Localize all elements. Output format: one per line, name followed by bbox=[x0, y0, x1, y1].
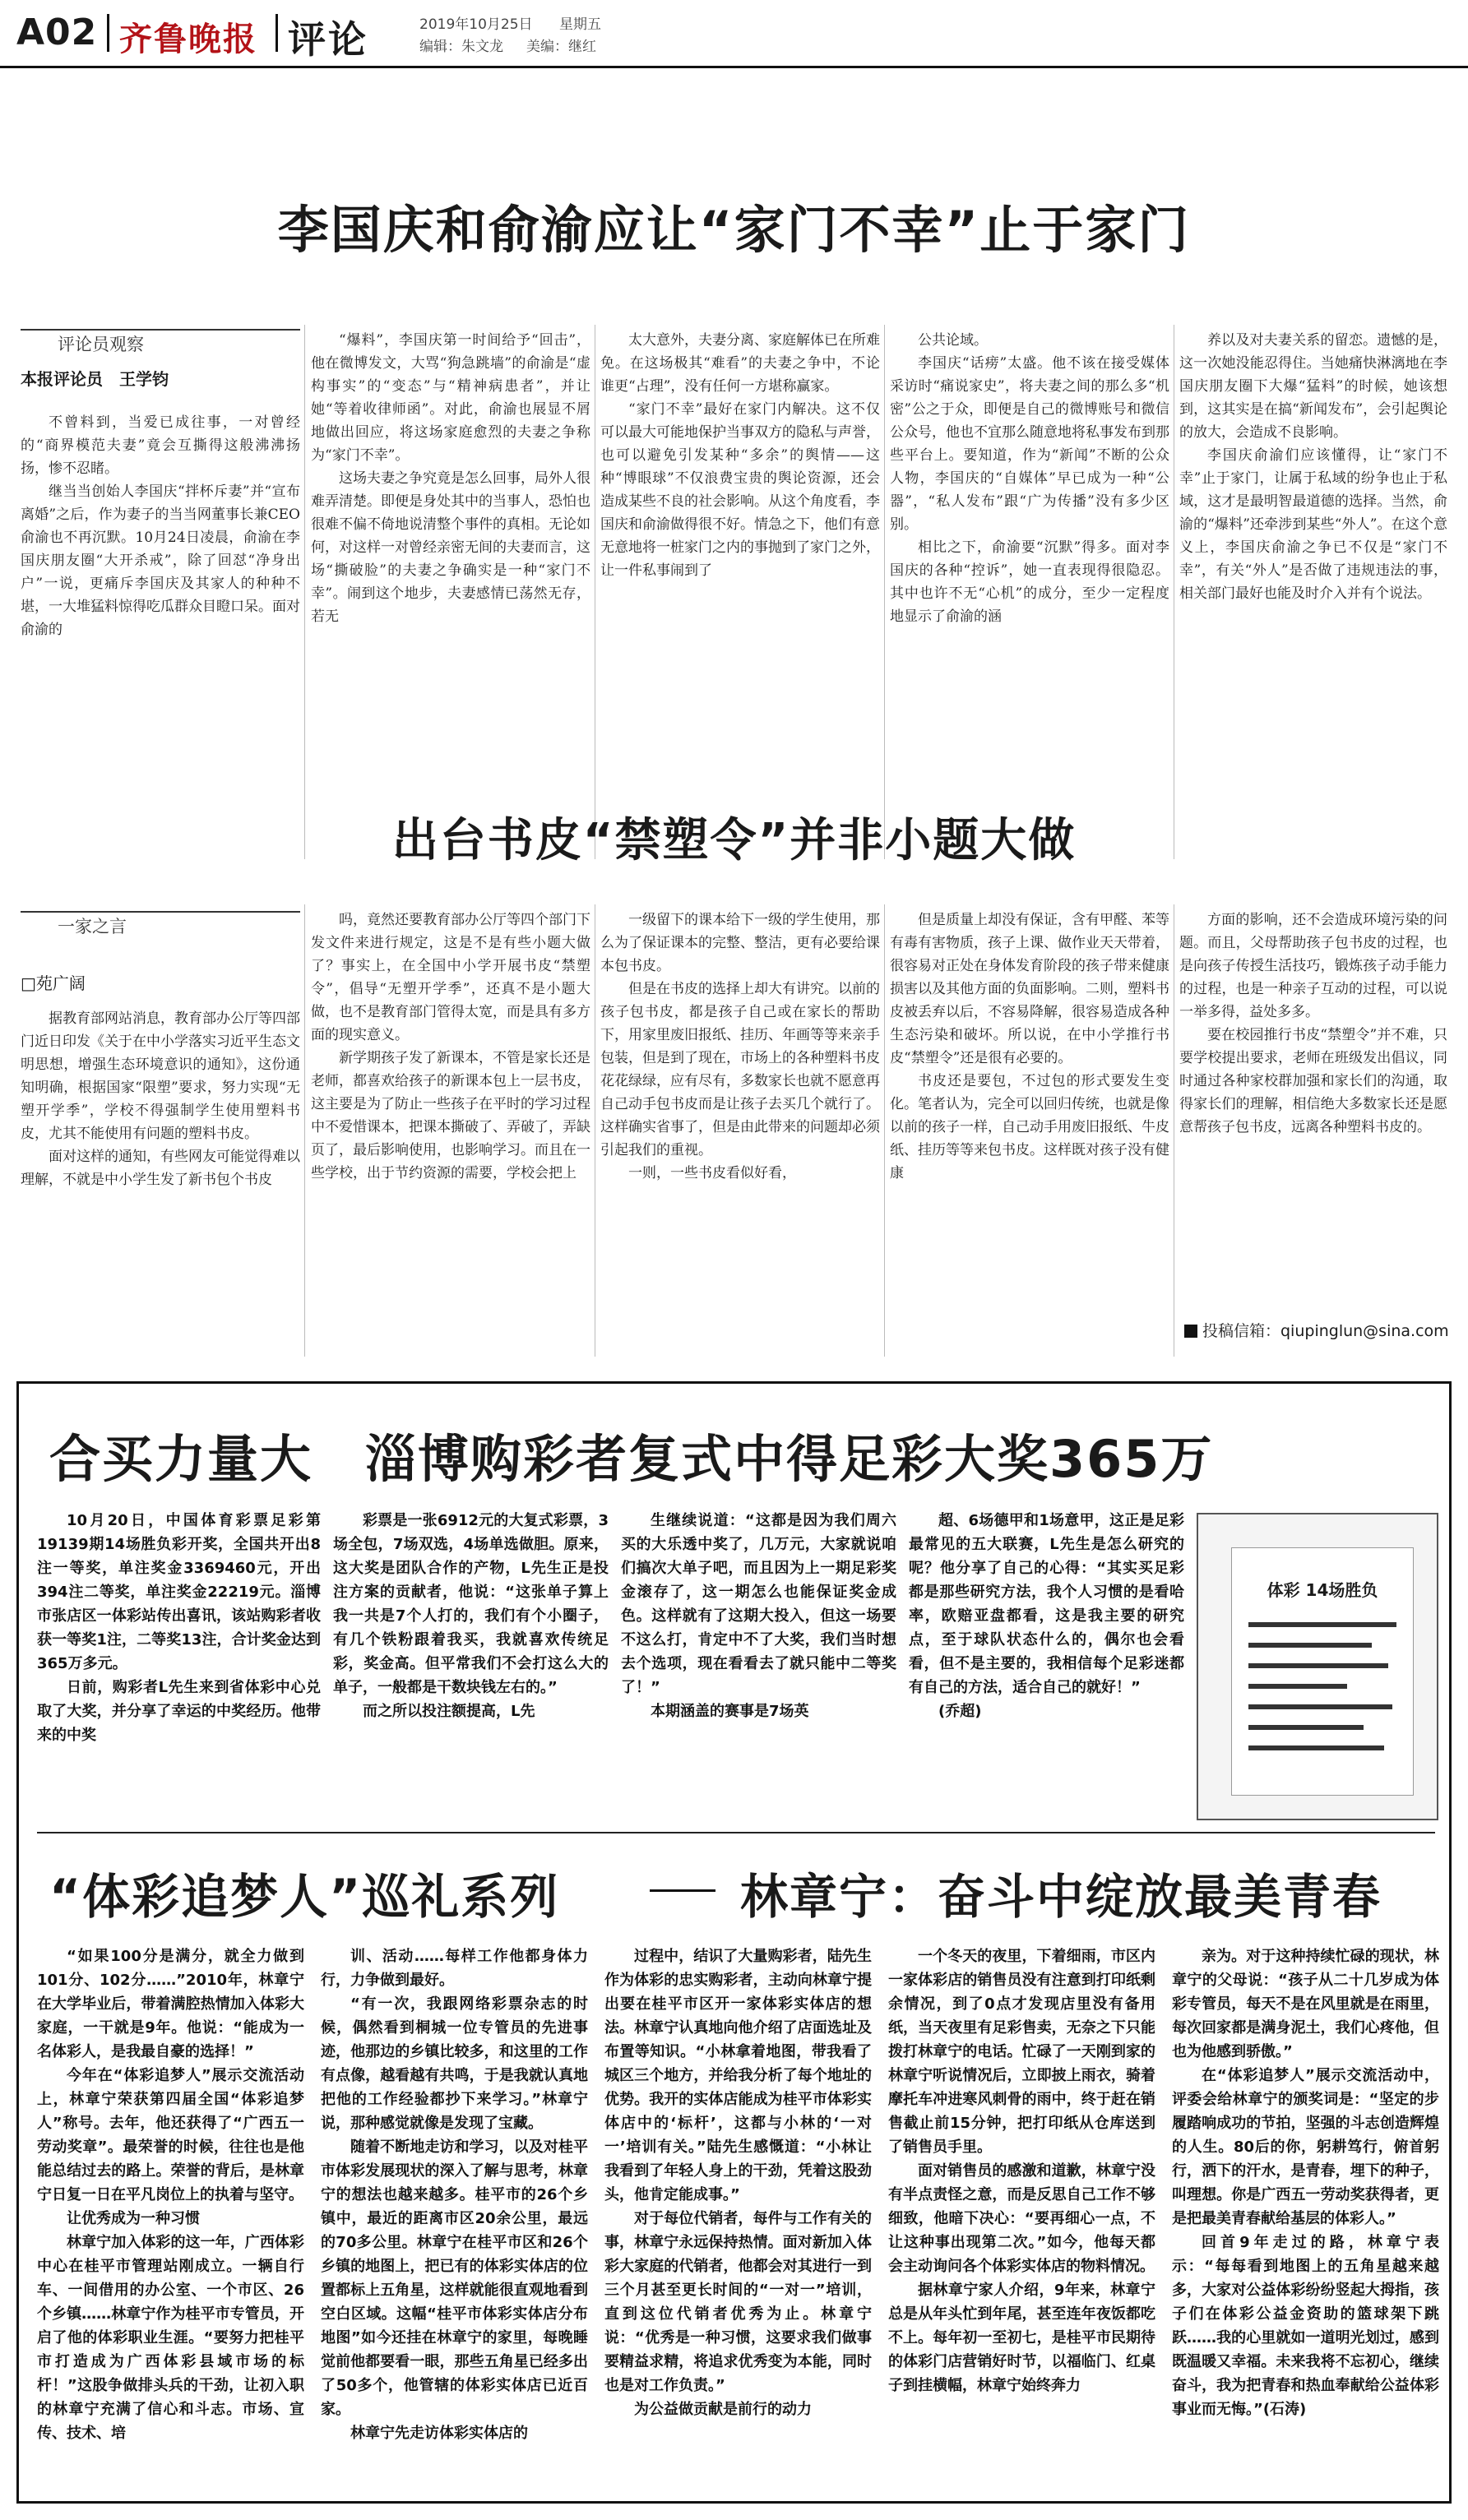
paragraph: 亲为。对于这种持续忙碌的现状，林章宁的父母说：“孩子从二十几岁成为体彩专管员，每天不是在风里就是在雨里，每次回家都是满身泥土，我们心疼他，但也为他感到骄傲。” bbox=[1172, 1948, 1439, 2060]
paragraph: 新学期孩子发了新课本，不管是家长还是老师，都喜欢给孩子的新课本包上一层书皮，这主要是为了防止一些孩子在平时的学习过程中不爱惜课本，把课本撕破了、弄破了，弄缺页了，最后影响使用，也影响学习。而且在一些学校，出于节约资源的需要，学校会把上 bbox=[311, 1050, 590, 1181]
paragraph: 过程中，结识了大量购彩者，陆先生作为体彩的忠实购彩者，主动向林章宁提出要在桂平市区开一家体彩实体店的想法。林章宁认真地向他介绍了店面选址及布置等知识。“小林拿着地图，带我看了城区三个地方，并给我分析了每个地址的优势。我开的实体店能成为桂平市体彩实体店中的‘标杆’，这都与小林的‘一对一’培训有关。”陆先生感慨道：“小林让我看到了年轻人身上的干劲，凭着这股劲头，他肯定能成事。” bbox=[604, 1948, 872, 2203]
paragraph: 彩票是一张6912元的大复式彩票，3场全包，7场双选，4场单选做胆。原来，这大奖是团队合作的产物，L先生正是投注方案的贡献者，他说：“这张单子算上我一共是7个人打的，我们有个小圈子，有几个铁粉跟着我买，我就喜欢传统足彩，奖金高。但平常我们不会打这么大的单子，一般都是干数块钱左右的。” bbox=[333, 1512, 609, 1696]
paragraph: 为公益做贡献是前行的动力 bbox=[634, 2401, 812, 2418]
ad2-column bbox=[888, 1944, 1155, 2491]
ticket-line bbox=[1248, 1663, 1388, 1668]
article2-headline: 出台书皮“禁塑令”并非小题大做 bbox=[391, 814, 1077, 867]
paragraph: 面对销售员的感激和道歉，林章宁没有半点责怪之意，而是反思自己工作不够细致，他暗下决心：“要再细心一点，不让这种事出现第二次。”如今，他每天都会主动询问各个体彩实体店的物料情况。 bbox=[888, 2162, 1155, 2275]
article2-column bbox=[890, 909, 1169, 1357]
ad2-headline-right: 林章宁：奋斗中绽放最美青春 bbox=[740, 1869, 1382, 1925]
column-divider bbox=[304, 904, 305, 1357]
ad2-headline-left: “体彩追梦人”巡礼系列 bbox=[49, 1869, 560, 1925]
paragraph: 林章宁先走访体彩实体店的 bbox=[350, 2425, 528, 2442]
paragraph: “家门不幸”最好在家门内解决。这不仅可以最大可能地保护当事双方的隐私与声誉，也可以避免引发某种“多余”的舆情——这种“博眼球”不仅浪费宝贵的舆论资源，还会造成某些不良的社会影响。从这个角度看，李国庆和俞渝做得很不好。情急之下，他们有意无意地将一桩家门之内的事抛到了家门之外，让一件私事闹到了 bbox=[600, 401, 880, 579]
ad1-column bbox=[333, 1509, 609, 1821]
newspaper-name: 齐鲁晚报 bbox=[119, 20, 257, 58]
paragraph: 随着不断地走访和学习，以及对桂平市体彩发展现状的深入了解与思考，林章宁的想法也越来越多。桂平市的26个乡镇中，最近的距离市区20余公里，最远的70多公里。林章宁在桂平市区和26个乡镇的地图上，把已有的体彩实体店的位置都标上五角星，这样就能很直观地看到空白区域。这幅“桂平市体彩实体店分布地图”如今还挂在林章宁的家里，每晚睡觉前他都要看一眼，那些五角星已经多出了50多个，他管辖的体彩实体店已近百家。 bbox=[321, 2139, 588, 2418]
headline-dash bbox=[650, 1889, 715, 1892]
paragraph: 太大意外，夫妻分离、家庭解体已在所难免。在这场极其“难看”的夫妻之争中，不论谁更“占理”，没有任何一方堪称赢家。 bbox=[600, 332, 880, 395]
kicker-rule bbox=[21, 329, 300, 331]
ticket-line bbox=[1248, 1622, 1396, 1627]
paragraph: 对于每位代销者，每件与工作有关的事，林章宁永远保持热情。面对新加入体彩大家庭的代销者，他都会对其进行一到三个月甚至更长时间的“一对一”培训，直到这位代销者优秀为止。林章宁说：“优秀是一种习惯，这要求我们做事要精益求精，将追求优秀变为本能，同时也是对工作负责。” bbox=[604, 2210, 872, 2394]
ticket-line bbox=[1248, 1725, 1364, 1730]
paragraph: 一个冬天的夜里，下着细雨，市区内一家体彩店的销售员没有注意到打印纸剩余情况，到了0点才发现店里没有备用纸，当天夜里有足彩售卖，无奈之下只能拨打林章宁的电话。忙碌了一天刚到家的林章宁听说情况后，立即披上雨衣，骑着摩托车冲进寒风刺骨的雨中，终于赶在销售截止前15分钟，把打印纸从仓库送到了销售员手里。 bbox=[888, 1948, 1155, 2156]
ticket-line bbox=[1248, 1643, 1372, 1648]
ticket-paper bbox=[1231, 1547, 1414, 1796]
paragraph: 让优秀成为一种习惯 bbox=[67, 2210, 200, 2227]
page-number: A02 bbox=[16, 12, 98, 53]
ad1-column bbox=[909, 1509, 1184, 1821]
paragraph: “爆料”，李国庆第一时间给予“回击”，他在微博发文，大骂“狗急跳墙”的俞渝是“虚构事实”的“变态”与“精神病患者”，并让她“等着收律师函”。对此，俞渝也展显不屑地做出回应，将这场家庭愈烈的夫妻之争称为“家门不幸”。 bbox=[311, 332, 590, 464]
ad2-column bbox=[37, 1944, 304, 2491]
column-divider bbox=[884, 325, 885, 859]
lottery-ticket-photo bbox=[1197, 1513, 1438, 1820]
ad-separator bbox=[37, 1832, 1435, 1833]
column-divider bbox=[884, 904, 885, 1357]
paragraph: 吗，竟然还要教育部办公厅等四个部门下发文件来进行规定，这是不是有些小题大做了？事实上，在全国中小学开展书皮“禁塑令”，倡导“无塑开学季”，还真不是小题大做，也不是教育部门管得太宽，而是具有多方面的现实意义。 bbox=[311, 912, 590, 1043]
paragraph: 林章宁加入体彩的这一年，广西体彩中心在桂平市管理站刚成立。一辆自行车、一间借用的办公室、一个市区、26个乡镇……林章宁作为桂平市专管员，开启了他的体彩职业生涯。“要努力把桂平市打造成为广西体彩县域市场的标杆！”这股争做排头兵的干劲，让初入职的林章宁充满了信心和斗志。市场、宣传、技术、培 bbox=[37, 2234, 304, 2442]
issue-date: 2019年10月25日 bbox=[419, 16, 533, 33]
paragraph: “有一次，我跟网络彩票杂志的时候，偶然看到桐城一位专管员的先进事迹，他那边的乡镇比较多，和这里的工作有点像，越看越有共鸣，于是我就认真地把他的工作经验都抄下来学习。”林章宁说，那种感觉就像是发现了宝藏。 bbox=[321, 1995, 588, 2132]
article1-column bbox=[1179, 329, 1447, 859]
article1-column bbox=[311, 329, 590, 859]
article2-byline: □苑广阔 bbox=[21, 973, 86, 993]
paragraph: 方面的影响，还不会造成环境污染的问题。而且，父母帮助孩子包书皮的过程，也是向孩子传授生活技巧，锻炼孩子动手能力的过程，也是一种亲子互动的过程，可以说一举多得，益处多多。 bbox=[1179, 912, 1447, 1020]
article1-column bbox=[890, 329, 1169, 859]
email-text: 投稿信箱：qiupinglun@sina.com bbox=[1202, 1322, 1449, 1340]
paragraph: 继当当创始人李国庆“拌杯斥妻”并“宣布离婚”之后，作为妻子的当当网董事长兼CEO俞渝也不再沉默。10月24日凌晨，俞渝在李国庆朋友圈“大开杀戒”，除了回怼“净身出户”一说，更痛斥李国庆及其家人的种种不堪，一大堆猛料惊得吃瓜群众目瞪口呆。面对俞渝的 bbox=[21, 483, 300, 638]
paragraph: 日前，购彩者L先生来到省体彩中心兑取了大奖，并分享了幸运的中奖经历。他带来的中奖 bbox=[37, 1679, 321, 1744]
paragraph: 生继续说道：“这都是因为我们周六买的大乐透中奖了，几万元，大家就说咱们搞次大单子吧，而且因为上一期足彩奖金滚存了，这一期怎么也能保证奖金成色。这样就有了这期大投入，但这一场要不这么打，肯定中不了大奖，我们当时想去个选项，现在看看去了就只能中二等奖了！” bbox=[621, 1512, 896, 1696]
paragraph: 一级留下的课本给下一级的学生使用，那么为了保证课本的完整、整洁，更有必要给课本包书皮。 bbox=[600, 912, 880, 974]
ad1-column bbox=[621, 1509, 896, 1821]
issue-weekday: 星期五 bbox=[559, 16, 601, 33]
paragraph: 回首9年走过的路，林章宁表示：“每每看到地图上的五角星越来越多，大家对公益体彩纷纷竖起大拇指，孩子们在体彩公益金资助的篮球架下跳跃……我的心里就如一道明光划过，感到既温暖又幸福。未来我将不忘初心，继续奋斗，我为把青春和热血奉献给公益体彩事业而无悔。”(石涛) bbox=[1172, 2234, 1439, 2418]
paragraph: 在“体彩追梦人”展示交流活动中，评委会给林章宁的颁奖词是：“坚定的步履踏响成功的节拍，坚强的斗志创造辉煌的人生。80后的你，躬耕笃行，俯首躬行，洒下的汗水，是青春，埋下的种子，叫理想。你是广西五一劳动奖获得者，更是把最美青春献给基层的体彩人。” bbox=[1172, 2067, 1439, 2227]
editor-credit: 编辑：朱文龙 bbox=[419, 39, 503, 55]
ad2-column bbox=[1172, 1944, 1439, 2491]
paragraph: 但是质量上却没有保证，含有甲醛、苯等有毒有害物质，孩子上课、做作业天天带着，很容易对正处在身体发育阶段的孩子带来健康损害以及其他方面的负面影响。二则，塑料书皮被丢弃以后，不容易降解，很容易造成各种生态污染和破坏。所以说，在中小学推行书皮“禁塑令”还是很有必要的。 bbox=[890, 912, 1169, 1066]
paragraph: 要在校园推行书皮“禁塑令”并不难，只要学校提出要求，老师在班级发出倡议，同时通过各种家校群加强和家长们的沟通，取得家长们的理解，相信绝大多数家长还是愿意帮孩子包书皮，远离各种塑料书皮的。 bbox=[1179, 1027, 1447, 1135]
ticket-line bbox=[1248, 1684, 1347, 1689]
article2-column bbox=[1179, 909, 1447, 1307]
paragraph: 一则，一些书皮看似好看， bbox=[628, 1165, 796, 1181]
ticket-line bbox=[1248, 1746, 1384, 1750]
ad1-column bbox=[37, 1509, 321, 1821]
paragraph: 超、6场德甲和1场意甲，这正是足彩最常见的五大联赛，L先生是怎么研究的呢？他分享了自己的心得：“其实买足彩都是那些研究方法，我个人习惯的是看哈率，欧赔亚盘都看，这是我主要的研究点，至于球队状态什么的，偶尔也会看看，但不是主要的，我相信每个足彩迷都有自己的方法，适合自己的就好！” bbox=[909, 1512, 1184, 1696]
paragraph: 相比之下，俞渝要“沉默”得多。面对李国庆的各种“控诉”，她一直表现得很隐忍。其中也许不无“心机”的成分，至少一定程度地显示了俞渝的涵 bbox=[890, 539, 1169, 625]
paragraph: (乔超) bbox=[938, 1703, 982, 1720]
paragraph: 而之所以投注额提高，L先 bbox=[363, 1703, 535, 1720]
article2-column bbox=[21, 1007, 300, 1357]
paragraph: 今年在“体彩追梦人”展示交流活动上，林章宁荣获第四届全国“体彩追梦人”称号。去年，他还获得了“广西五一劳动奖章”。最荣誉的时候，往往也是他能总结过去的路上。荣誉的背后，是林章宁日复一日在平凡岗位上的执着与坚守。 bbox=[37, 2067, 304, 2203]
header-divider bbox=[276, 14, 278, 52]
ad2-column bbox=[321, 1944, 588, 2491]
paragraph: 但是在书皮的选择上却大有讲究。以前的孩子包书皮，都是孩子自己或在家长的帮助下，用家里废旧报纸、挂历、年画等等来亲手包装，但是到了现在，市场上的各种塑料书皮花花绿绿，应有尽有，多数家长也就不愿意再自己动手包书皮而是让孩子去买几个就行了。这样确实省事了，但是由此带来的问题却必须引起我们的重视。 bbox=[600, 981, 880, 1158]
article1-column bbox=[21, 411, 300, 859]
paragraph: 面对这样的通知，有些网友可能觉得难以理解，不就是中小学生发了新书包个书皮 bbox=[21, 1149, 300, 1188]
article1-byline: 本报评论员 王学钧 bbox=[21, 369, 169, 389]
ad1-headline: 合买力量大 淄博购彩者复式中得足彩大奖365万 bbox=[49, 1429, 1214, 1489]
designer-credit: 美编：继红 bbox=[526, 39, 596, 55]
column-divider bbox=[304, 325, 305, 859]
paragraph: 书皮还是要包，不过包的形式要发生变化。笔者认为，完全可以回归传统，也就是像以前的孩子一样，自己动手用废旧报纸、牛皮纸、挂历等等来包书皮。这样既对孩子没有健康 bbox=[890, 1073, 1169, 1181]
header-divider bbox=[107, 14, 109, 52]
paragraph: 据林章宁家人介绍，9年来，林章宁总是从年头忙到年尾，甚至连年夜饭都吃不上。每年初一至初七，是桂平市民期待的体彩门店营销好时节，以福临门、红桌子到挂横幅，林章宁始终奔力 bbox=[888, 2282, 1155, 2394]
article2-column bbox=[311, 909, 590, 1357]
ticket-caption: 体彩 14场胜负 bbox=[1267, 1580, 1378, 1600]
article1-kicker: 评论员观察 bbox=[58, 335, 144, 354]
paragraph: 李国庆俞渝们应该懂得，让“家门不幸”止于家门，让属于私域的纷争也止于私域，这才是最明智最道德的选择。当然，俞渝的“爆料”还牵涉到某些“外人”。在这个意义上，李国庆俞渝之争已不仅是“家门不幸”，有关“外人”是否做了违规违法的事，相关部门最好也能及时介入并有个说法。 bbox=[1179, 447, 1447, 602]
ticket-line bbox=[1248, 1704, 1392, 1709]
article1-headline: 李国庆和俞渝应让“家门不幸”止于家门 bbox=[277, 200, 1191, 260]
paragraph: 据教育部网站消息，教育部办公厅等四部门近日印发《关于在中小学落实习近平生态文明思想，增强生态环境意识的通知》，这份通知明确，根据国家“限塑”要求，努力实现“无塑开学季”，学校不得强制学生使用塑料书皮，尤其不能使用有问题的塑料书皮。 bbox=[21, 1010, 300, 1142]
kicker-rule bbox=[21, 911, 300, 913]
paragraph: 公共论域。 bbox=[918, 332, 988, 349]
paragraph: 养以及对夫妻关系的留恋。遗憾的是，这一次她没能忍得住。当她痛快淋漓地在李国庆朋友圈下大爆“猛料”的时候，她该想到，这其实是在搞“新闻发布”，会引起舆论的放大，会造成不良影响。 bbox=[1179, 332, 1447, 441]
article2-column bbox=[600, 909, 880, 1357]
paragraph: 李国庆“话痨”太盛。他不该在接受媒体采访时“痛说家史”，将夫妻之间的那么多“机密”公之于众，即便是自己的微博账号和微信公众号，他也不宜那么随意地将私事发布到那些平台上。要知道，作为“新闻”不断的公众人物，李国庆的“自媒体”早已成为一种“公器”，“私人发布”跟“广为传播”没有多少区别。 bbox=[890, 355, 1169, 533]
section-title: 评论 bbox=[288, 17, 368, 62]
paragraph: 本期涵盖的赛事是7场英 bbox=[651, 1703, 809, 1720]
masthead bbox=[0, 0, 1468, 68]
square-bullet-icon bbox=[1184, 1325, 1197, 1338]
article2-kicker: 一家之言 bbox=[58, 917, 127, 936]
paragraph: 不曾料到，当爱已成往事，一对曾经的“商界模范夫妻”竟会互撕得这般沸沸扬扬，惨不忍睹。 bbox=[21, 414, 300, 477]
ad2-column bbox=[604, 1944, 872, 2491]
submission-email bbox=[1184, 1319, 1449, 1341]
paragraph: 训、活动……每样工作他都身体力行，力争做到最好。 bbox=[321, 1948, 588, 1989]
paragraph: 这场夫妻之争究竟是怎么回事，局外人很难弄清楚。即便是身处其中的当事人，恐怕也很难不偏不倚地说清整个事件的真相。无论如何，对这样一对曾经亲密无间的夫妻而言，这场“撕破脸”的夫妻之争确实是一种“家门不幸”。闹到这个地步，夫妻感情已荡然无存，若无 bbox=[311, 470, 590, 625]
paragraph: 10月20日，中国体育彩票足彩第19139期14场胜负彩开奖，全国共开出8注一等奖，单注奖金3369460元，开出394注二等奖，单注奖金22219元。淄博市张店区一体彩站传出喜讯，该站购彩者收获一等奖1注，二等奖13注，合计奖金达到365万多元。 bbox=[37, 1512, 321, 1672]
article1-column bbox=[600, 329, 880, 859]
paragraph: “如果100分是满分，就全力做到101分、102分……”2010年，林章宁在大学毕业后，带着满腔热情加入体彩大家庭，一干就是9年。他说：“能成为一名体彩人，是我最自豪的选择！” bbox=[37, 1948, 304, 2060]
